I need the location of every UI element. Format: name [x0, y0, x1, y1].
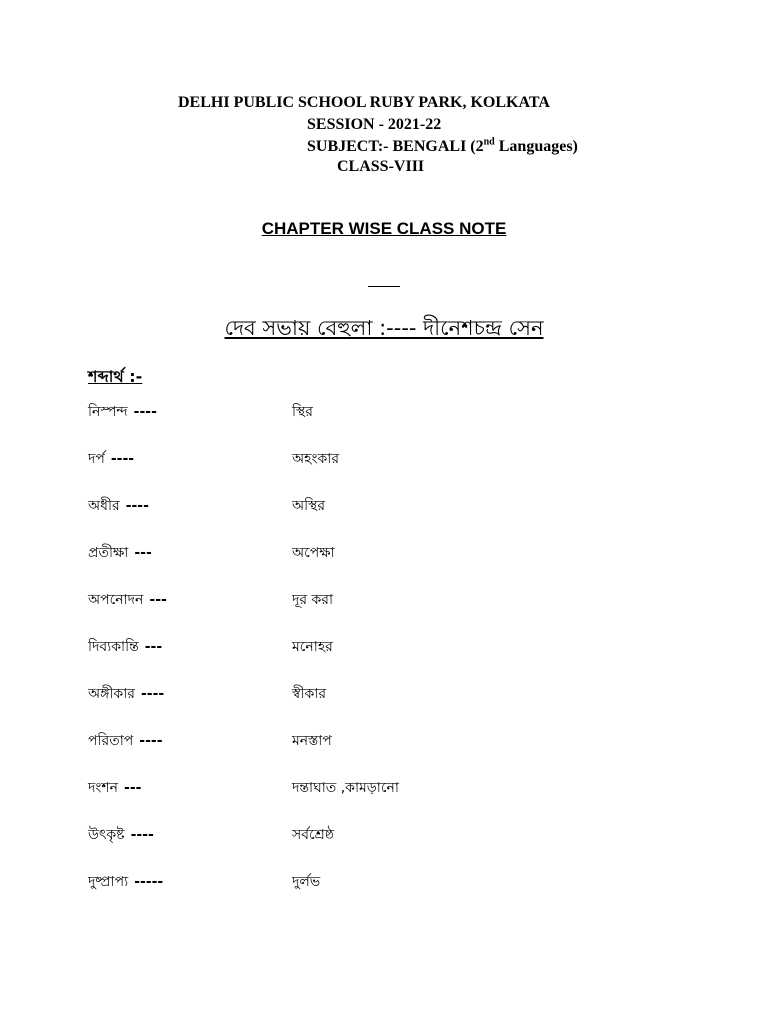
glossary-word-cell: [88, 588, 167, 612]
glossary-dash: ----: [125, 498, 149, 514]
glossary-dash: -----: [134, 874, 164, 890]
glossary-meaning: সর্বশ্রেষ্ঠ: [292, 827, 334, 843]
subject-line: [307, 137, 578, 157]
glossary-word-cell: [88, 494, 149, 518]
subject-prefix: SUBJECT:- BENGALI (2: [307, 138, 484, 155]
glossary-dash: ---: [149, 592, 167, 608]
glossary-meaning: অপেক্ষা: [292, 545, 335, 561]
glossary-meaning: দুর্লভ: [292, 874, 321, 890]
glossary-word: অধীর: [88, 498, 120, 514]
chapter-title: CHAPTER WISE CLASS NOTE: [261, 219, 507, 238]
subject-superscript: nd: [483, 136, 495, 148]
glossary-row: [0, 776, 768, 806]
glossary-meaning: অহংকার: [292, 451, 340, 467]
glossary-dash: ----: [140, 686, 165, 702]
glossary-word: দিব্যকান্তি: [88, 639, 139, 655]
glossary-word: উৎকৃষ্ট: [88, 827, 125, 843]
glossary-dash: ---: [134, 545, 152, 561]
glossary-word: দংশন: [88, 780, 119, 796]
class-line: CLASS-VIII: [337, 158, 425, 175]
glossary-dash: ----: [139, 733, 163, 749]
glossary-word: অপনোদন: [88, 592, 144, 608]
section-heading: শব্দার্থ :-: [88, 367, 143, 386]
glossary-meaning: দূর করা: [292, 592, 334, 608]
glossary-word-cell: [88, 682, 164, 706]
glossary-word-cell: [88, 635, 162, 659]
glossary-word: প্রতীক্ষা: [88, 545, 129, 561]
glossary-dash: ----: [110, 451, 135, 467]
glossary-word: পরিতাপ: [88, 733, 134, 749]
lesson-title: দেব সভায় বেহুলা :---- দীনেশচন্দ্র সেন: [224, 316, 544, 340]
glossary-row: [0, 400, 768, 430]
glossary-row: [0, 682, 768, 712]
glossary-meaning: দন্তাঘাত ,কামড়ানো: [292, 780, 399, 796]
glossary-word: অঙ্গীকার: [88, 686, 135, 702]
glossary-list: [0, 400, 768, 910]
glossary-word-cell: [88, 400, 157, 424]
glossary-row: [0, 494, 768, 524]
glossary-dash: ---: [144, 639, 163, 655]
glossary-word: নিস্পন্দ: [88, 404, 128, 420]
glossary-dash: ----: [130, 827, 154, 843]
glossary-dash: ----: [133, 404, 157, 420]
glossary-row: [0, 870, 768, 900]
session-line: SESSION - 2021-22: [307, 116, 442, 133]
glossary-word-cell: [88, 447, 134, 471]
glossary-meaning: মনস্তাপ: [292, 733, 332, 749]
glossary-row: [0, 635, 768, 665]
school-name: DELHI PUBLIC SCHOOL RUBY PARK, KOLKATA: [178, 94, 550, 111]
glossary-word-cell: [88, 541, 152, 565]
glossary-word: দর্প: [88, 451, 105, 467]
glossary-row: [0, 588, 768, 618]
glossary-meaning: মনোহর: [292, 639, 333, 655]
glossary-row: [0, 823, 768, 853]
glossary-meaning: স্থির: [292, 404, 313, 420]
glossary-row: [0, 541, 768, 571]
glossary-word-cell: [88, 729, 163, 753]
divider-rule: [368, 286, 400, 287]
subject-suffix: Languages): [494, 138, 578, 155]
glossary-word-cell: [88, 776, 141, 800]
glossary-word: দুষ্প্রাপ্য: [88, 874, 129, 890]
glossary-row: [0, 729, 768, 759]
glossary-meaning: স্বীকার: [292, 686, 327, 702]
glossary-word-cell: [88, 870, 163, 894]
glossary-dash: ---: [124, 780, 142, 796]
glossary-meaning: অস্থির: [292, 498, 326, 514]
glossary-word-cell: [88, 823, 154, 847]
glossary-row: [0, 447, 768, 477]
